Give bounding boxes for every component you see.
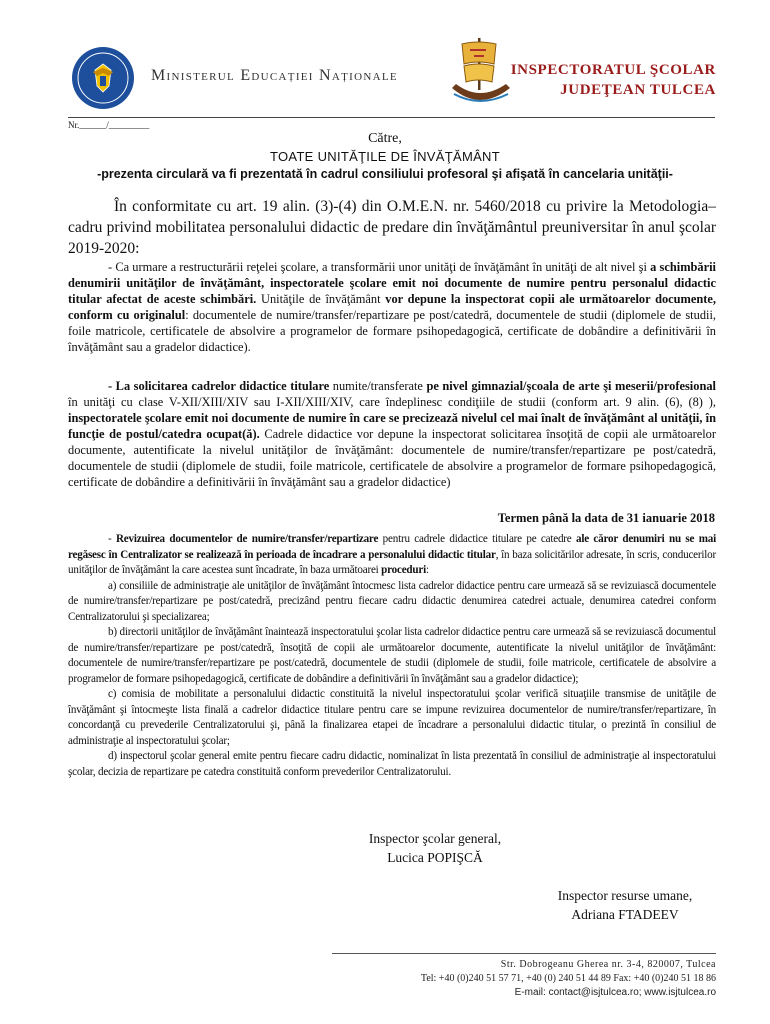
bold-run: Revizuirea documentelor de numire/transfer/repartizare: [115, 533, 379, 545]
footer-address: Str. Dobrogeanu Gherea nr. 3-4, 820007, Tulcea: [500, 959, 716, 970]
text-run: : documentele de numire/transfer/repartizare pe post/catedră, documentele de studii (diplomele de studii, foile matricole, certificatele de absolvire a programelor de formare psihopedagogică, certificate de dobândire a definitivării în învăţământ sau a gradelor didactice).: [68, 308, 717, 354]
footer-contact: E-mail: contact@isjtulcea.ro; www.isjtulcea.ro: [514, 987, 716, 998]
bold-run: a schimbării denumirii unităţilor de învăţământ, inspectoratele şcolare emit noi documente de numire pentru personalul didactic titular afectat de aceste schimbări.: [68, 260, 716, 306]
bold-run: vor depune la inspectorat copii ale următoarelor documente, conform cu originalul: [68, 292, 716, 322]
inspectorate-line-2: JUDEŢEAN TULCEA: [560, 82, 716, 98]
text-run: , în baza solicitărilor adresate, în scris, conducerilor unităţilor de învăţământ la care acestea sunt încadrate, în baza următoarei: [68, 548, 717, 576]
text-run: - Ca urmare a restructurării reţelei şcolare, a transformării unor unităţi de învăţământ în unităţi de alt nivel şi: [108, 260, 651, 274]
signature-name: Adriana FTADEEV: [571, 907, 679, 922]
bold-run: ale căror denumiri nu se mai regăsesc în Centralizator se realizează în perioada de încadrare a personalului didactic titular: [68, 533, 716, 561]
registration-number: Nr.______/_________: [68, 120, 150, 130]
signature-general-inspector: [300, 829, 570, 867]
recipients: TOATE UNITĂŢILE DE ÎNVĂŢĂMÂNT: [270, 149, 500, 164]
signature-name: Lucica POPIŞCĂ: [387, 850, 483, 865]
signature-hr-inspector: [520, 886, 730, 924]
inspectorate-title: [500, 60, 716, 100]
paragraph-revision-procedure: [68, 532, 716, 780]
government-seal-logo: [71, 46, 135, 110]
text-run: :: [425, 564, 429, 576]
header-divider: [68, 117, 715, 118]
intro-paragraph: În conformitate cu art. 19 alin. (3)-(4) din O.M.E.N. nr. 5460/2018 cu privire la Metodologia– cadru privind mobilitatea personalului didactic de predare din învăţământul preuniversitar în anul şcolar 2019-2020:: [68, 198, 716, 257]
paragraph-restructuring: [68, 259, 716, 355]
procedure-item-c: c) comisia de mobilitate a personalului didactic constituită la nivelul inspectoratului şcolar verifică situaţiile transmise de unităţile de învăţământ şi întocmeşte lista finală a cadrelor didactice titulare pentru care se impune revizuirea documentelor de numire/transfer/repartizare, în concordanţă cu prevederile Centralizatorului şi, până la finalizarea etapei de încadrare a personalului didactic titular, o prezintă în consiliul de administraţie al inspectoratului şcolar;: [68, 688, 716, 747]
text-run: pentru cadrele didactice titulare pe catedre: [378, 533, 576, 545]
bold-run: inspectoratele şcolare emit noi documente de numire în care se precizează nivelul cel mai înalt de învăţământ al unităţii, în funcţie de postul/catedra ocupat(ă).: [68, 411, 716, 441]
bold-run: pe nivel gimnazial/şcoala de arte şi meserii/profesional: [426, 379, 716, 393]
procedure-item-b: b) directorii unităţilor de învăţământ înaintează inspectoratului şcolar lista cadrelor didactice pentru care urmează să se revizuiască documentul de numire/transfer/repartizare pe post/catedră, însoţită de copii ale următoarelor documente, autentificate la nivelul unităţilor de învăţământ: documentele de numire/transfer/repartizare pe post/catedră, documentele de studii (diplomele de studii, foile matricole, certificatele de absolvire a programelor de formare psihopedagogică, certificate de dobândire a definitivării în învăţământ sau a gradelor didactice);: [68, 626, 716, 685]
text-run: Unităţile de învăţământ: [256, 292, 386, 306]
circular-notice: -prezenta circulară va fi prezentată în cadrul consiliului profesoral şi afişată în cancelaria unităţii-: [97, 167, 673, 181]
text-run: numite/transferate: [329, 379, 427, 393]
inspectorate-line-1: INSPECTORATUL ŞCOLAR: [510, 62, 716, 78]
procedure-item-d: d) inspectorul şcolar general emite pentru fiecare cadru didactic, nominalizat în lista prezentată în consiliul de administraţie al inspectoratului şcolar, decizia de repartizare pe catedra constituită conform prevederilor Centralizatorului.: [68, 750, 716, 778]
procedure-item-a: a) consiliile de administraţie ale unităţilor de învăţământ întocmesc lista cadrelor didactice pentru care urmează să se revizuiască documentele de numire/transfer/repartizare pe post/catedră, precizând pentru fiecare cadru didactic denumirea catedrei actuale, denumirea catedrei conform Centralizatorului şi specializarea;: [68, 579, 716, 623]
text-run: -: [108, 533, 116, 545]
signature-title: Inspector şcolar general,: [368, 831, 502, 846]
ministry-name: Ministerul Educației Naționale: [151, 67, 398, 84]
signature-title: Inspector resurse umane,: [557, 888, 693, 903]
paragraph-teacher-requests: [68, 378, 716, 490]
deadline: Termen până la data de 31 ianuarie 2018: [497, 511, 715, 525]
footer-divider: [332, 953, 716, 954]
bold-run: - La solicitarea cadrelor didactice titulare: [108, 379, 330, 393]
footer-phones: Tel: +40 (0)240 51 57 71, +40 (0) 240 51 44 89 Fax: +40 (0)240 51 18 86: [420, 973, 716, 984]
text-run: Cadrele didactice vor depune la inspectorat solicitarea însoţită de copii ale următoarelor documente, autentificate la nivelul unităţilor de învăţământ: documentele de numire/transfer/repartizare pe post/catedră, documentele de studii (diplomele de studii, foile matricole, certificatele de absolvire a programelor de formare psihopedagogică, certificate de dobândire a definitivării în învăţământ sau a gradelor didactice): [68, 427, 716, 489]
salutation: Către,: [368, 131, 402, 146]
bold-run: proceduri: [381, 564, 426, 576]
text-run: în unităţi cu clase V-XII/XIII/XIV sau I-XII/XIII/XIV, care îndeplinesc condiţiile de studii (conform art. 9 alin. (6), (8) ),: [68, 395, 716, 409]
